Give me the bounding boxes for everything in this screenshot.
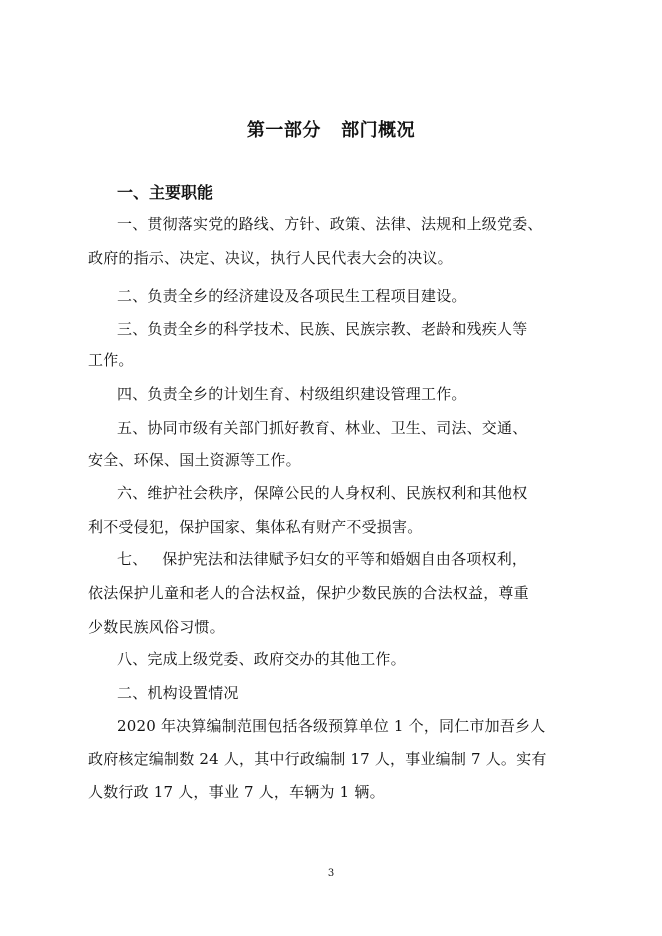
duty-line-4: 三、负责全乡的科学技术、民族、民族宗教、老龄和残疾人等 bbox=[117, 320, 528, 338]
section-heading-org-setup: 二、机构设置情况 bbox=[117, 684, 239, 702]
duty-line-7: 五、协同市级有关部门抓好教育、林业、卫生、司法、交通、 bbox=[117, 419, 528, 437]
page-number: 3 bbox=[327, 868, 335, 879]
duty-line-10: 利不受侵犯，保护国家、集体私有财产不受损害。 bbox=[88, 518, 423, 536]
duty-line-6: 四、负责全乡的计划生育、村级组织建设管理工作。 bbox=[117, 385, 467, 403]
duty-line-3: 二、负责全乡的经济建设及各项民生工程项目建设。 bbox=[117, 287, 467, 305]
duty-line-11: 七、 保护宪法和法律赋予妇女的平等和婚姻自由各项权利， bbox=[117, 550, 528, 568]
duty-line-8: 安全、环保、国土资源等工作。 bbox=[88, 451, 301, 469]
org-line-2: 政府核定编制数 24 人，其中行政编制 17 人，事业编制 7 人。实有 bbox=[88, 750, 547, 768]
part-title: 第一部分 部门概况 bbox=[246, 120, 416, 141]
duty-line-5: 工作。 bbox=[88, 351, 134, 369]
org-line-3: 人数行政 17 人，事业 7 人，车辆为 1 辆。 bbox=[88, 783, 385, 801]
duty-line-9: 六、维护社会秩序，保障公民的人身权利、民族权利和其他权 bbox=[117, 484, 528, 502]
org-line-1: 2020 年决算编制范围包括各级预算单位 1 个，同仁市加吾乡人 bbox=[117, 717, 546, 735]
section-heading-main-duties: 一、主要职能 bbox=[117, 183, 214, 202]
duty-line-14: 八、完成上级党委、政府交办的其他工作。 bbox=[117, 650, 406, 668]
duty-line-13: 少数民族风俗习惯。 bbox=[88, 618, 225, 636]
duty-line-12: 依法保护儿童和老人的合法权益，保护少数民族的合法权益，尊重 bbox=[88, 584, 529, 602]
duty-line-1: 一、贯彻落实党的路线、方针、政策、法律、法规和上级党委、 bbox=[117, 215, 543, 233]
duty-line-2: 政府的指示、决定、决议，执行人民代表大会的决议。 bbox=[88, 249, 453, 267]
